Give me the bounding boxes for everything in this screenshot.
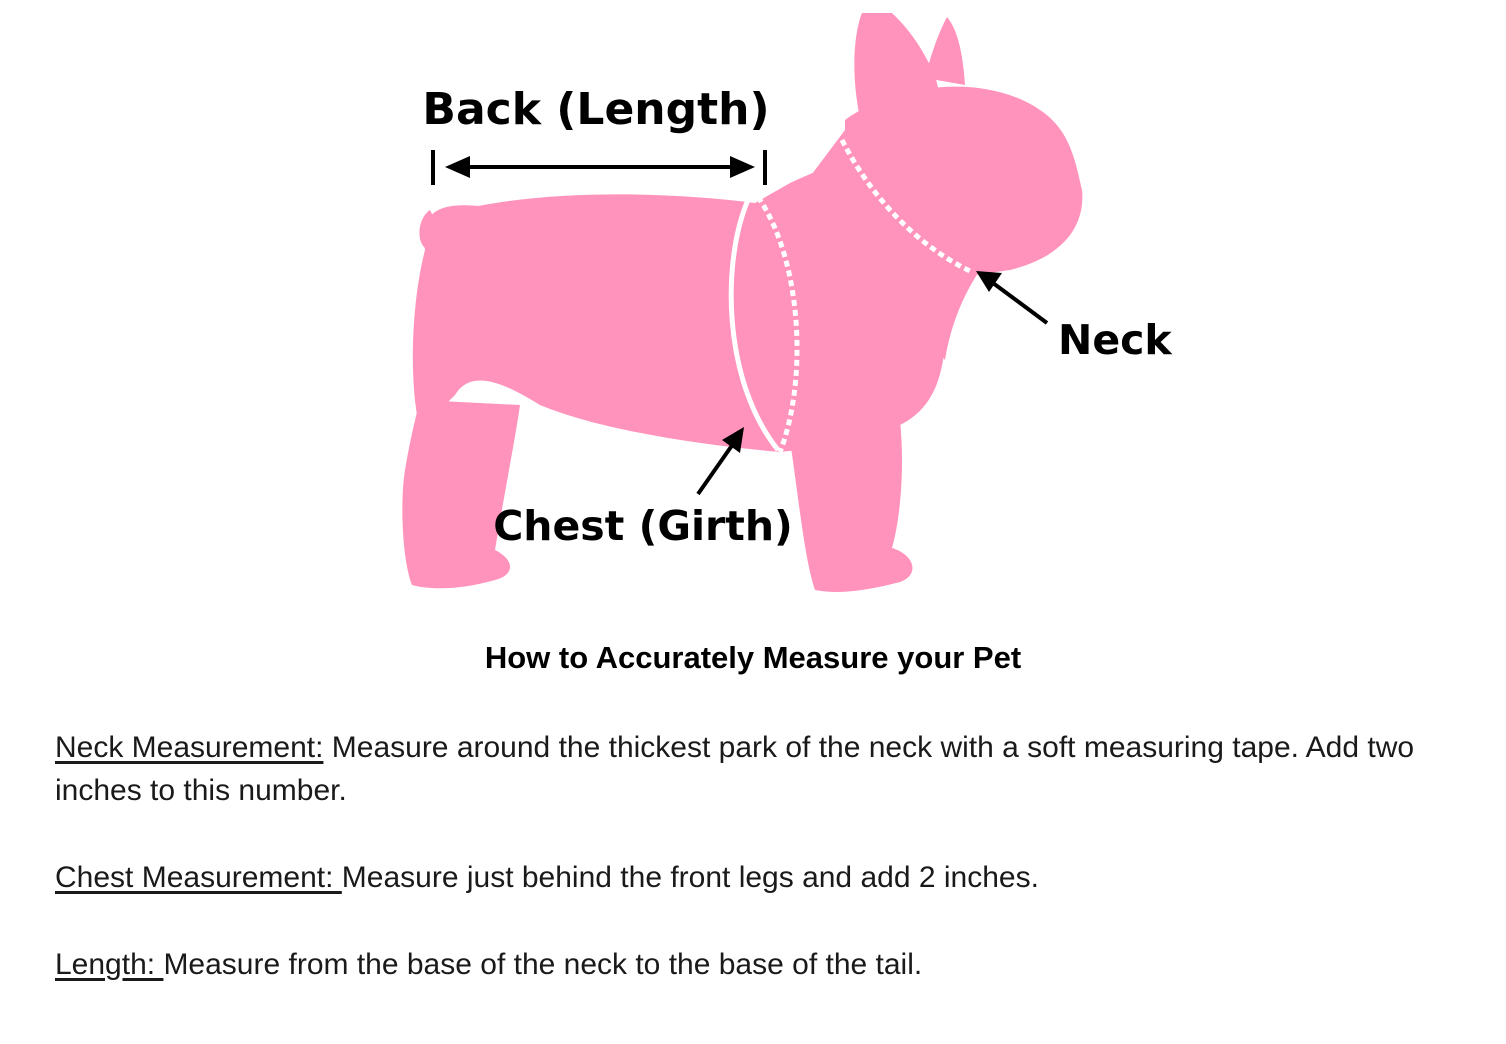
chest-measurement-text: Measure just behind the front legs and add 2 inches. xyxy=(341,861,1039,894)
back-length-arrow xyxy=(433,150,765,185)
guide-title: How to Accurately Measure your Pet xyxy=(484,640,1022,675)
neck-measurement-term: Neck Measurement: xyxy=(55,731,324,764)
length-measurement-paragraph xyxy=(55,943,1475,986)
neck-measurement-text: Measure around the thickest park of the neck with a soft measuring tape. Add two inches to this number. xyxy=(55,731,1415,807)
back-length-label: Back (Length) xyxy=(422,84,770,135)
length-measurement-term: Length: xyxy=(55,948,164,981)
chest-measurement-paragraph xyxy=(55,856,1475,899)
neck-arrow xyxy=(976,271,1047,323)
neck-label: Neck xyxy=(1058,316,1172,364)
chest-measurement-term: Chest Measurement: xyxy=(55,861,342,894)
chest-girth-label: Chest (Girth) xyxy=(493,502,793,550)
neck-measurement-paragraph xyxy=(55,726,1475,812)
length-measurement-text: Measure from the base of the neck to the base of the tail. xyxy=(163,948,923,981)
